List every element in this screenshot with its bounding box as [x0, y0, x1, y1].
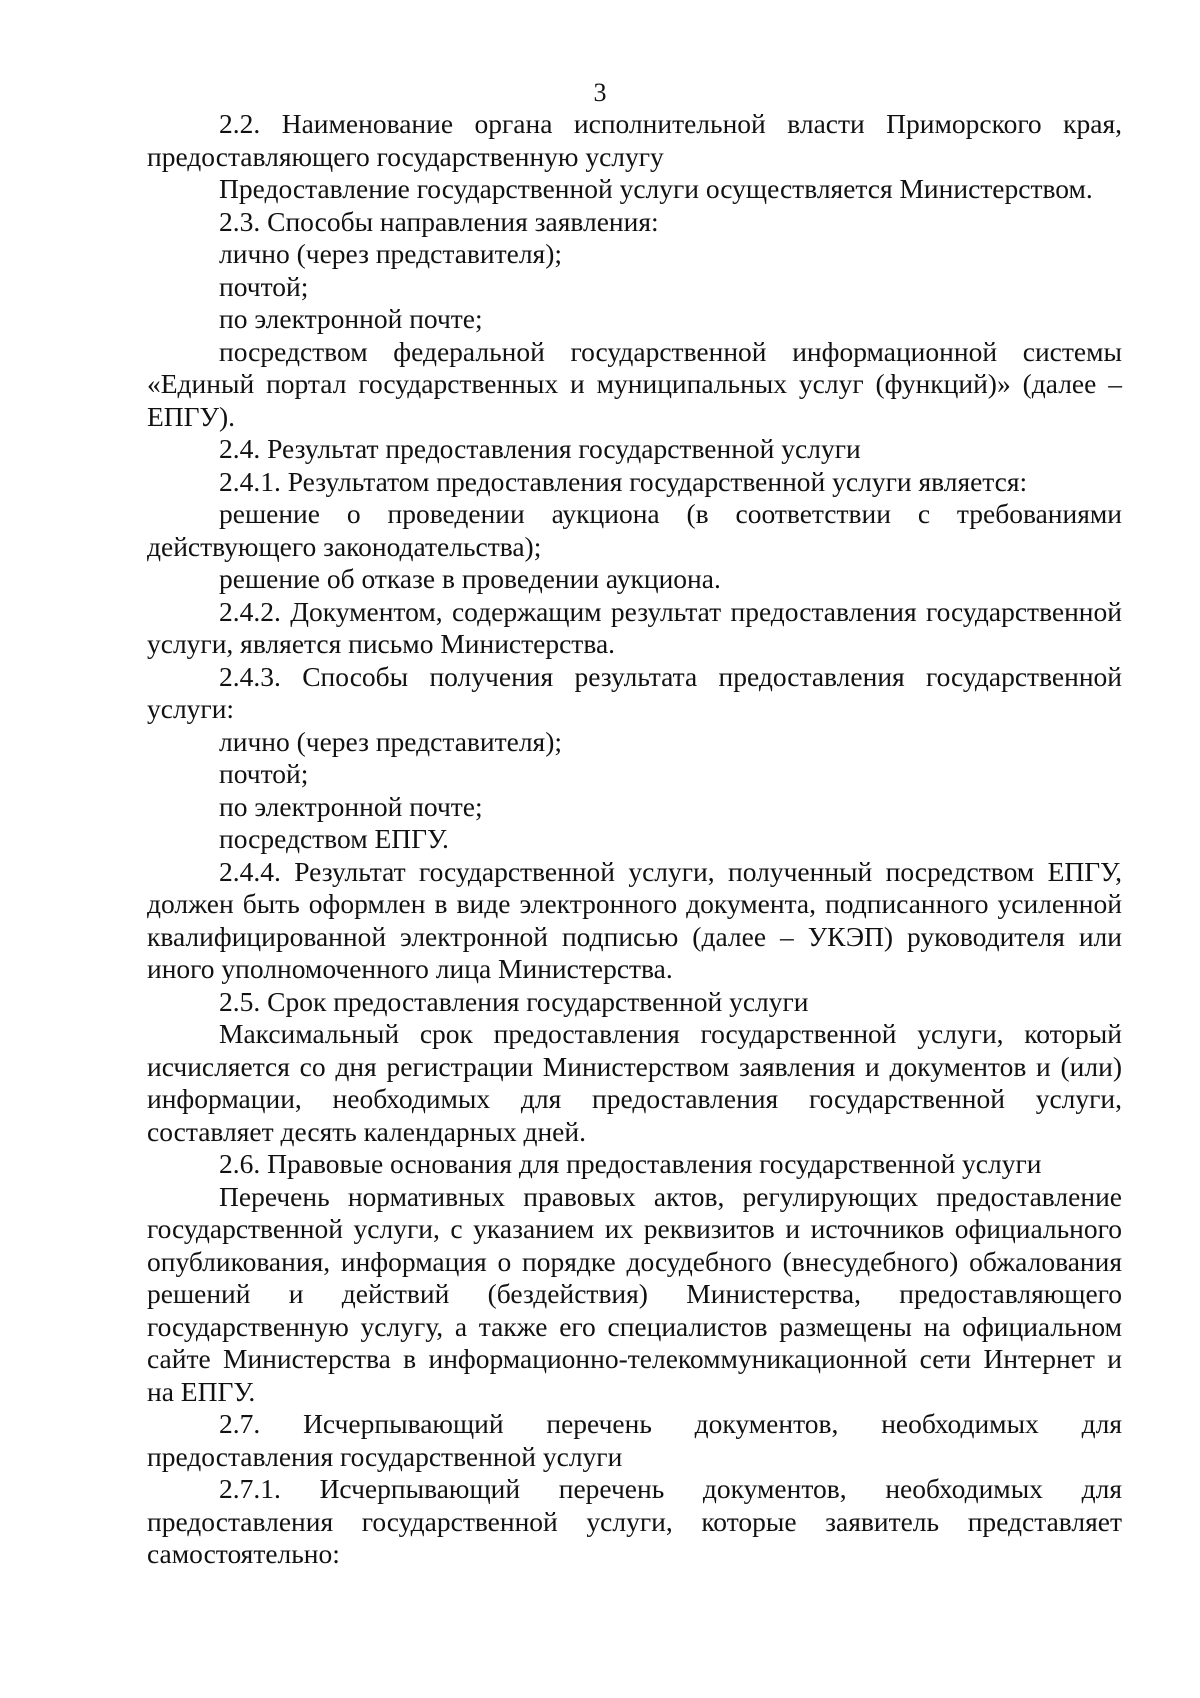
page-number: 3	[593, 78, 607, 107]
paragraph: Предоставление государственной услуги осуществляется Министерством.	[219, 173, 1093, 204]
heading-2-4-2: 2.4.2. Документом, содержащим результат предоставления государственной услуги, является письмо Министерства.	[147, 595, 1122, 659]
paragraph: Максимальный срок предоставления государственной услуги, который исчисляется со дня регистрации Министерством заявления и документов и (или) информации, необходимых для предоставления государственной услуги, составляет десять календарных дней.	[147, 1018, 1122, 1147]
list-item: решение о проведении аукциона (в соответствии с требованиями действующего законодательства);	[147, 498, 1122, 562]
heading-2-7-1: 2.7.1. Исчерпывающий перечень документов, необходимых для предоставления государственной услуги, которые заявитель представляет самостоятельно:	[147, 1473, 1122, 1569]
list-item: почтой;	[219, 758, 309, 789]
heading-2-2: 2.2. Наименование органа исполнительной власти Приморского края, предоставляющего государственную услугу	[147, 108, 1122, 172]
heading-2-3: 2.3. Способы направления заявления:	[219, 205, 659, 237]
heading-2-4: 2.4. Результат предоставления государственной услуги	[219, 433, 861, 464]
list-item: посредством ЕПГУ.	[219, 823, 449, 854]
heading-2-4-3: 2.4.3. Способы получения результата предоставления государственной услуги:	[147, 660, 1122, 724]
heading-2-4-1: 2.4.1. Результатом предоставления государственной услуги является:	[219, 465, 1028, 497]
document-body	[147, 108, 1122, 1571]
heading-2-6: 2.6. Правовые основания для предоставления государственной услуги	[219, 1148, 1042, 1179]
list-item: лично (через представителя);	[219, 238, 562, 269]
list-item: по электронной почте;	[219, 303, 483, 334]
list-item: решение об отказе в проведении аукциона.	[219, 563, 721, 594]
heading-2-4-4: 2.4.4. Результат государственной услуги, полученный посредством ЕПГУ, должен быть оформлен в виде электронного документа, подписанного усиленной квалифицированной электронной подписью (далее – УКЭП) руководителя или иного уполномоченного лица Министерства.	[147, 855, 1122, 984]
heading-2-7: 2.7. Исчерпывающий перечень документов, необходимых для предоставления государственной услуги	[147, 1408, 1122, 1472]
heading-2-5: 2.5. Срок предоставления государственной услуги	[219, 985, 809, 1017]
list-item: лично (через представителя);	[219, 725, 562, 757]
list-item: по электронной почте;	[219, 790, 483, 822]
paragraph: Перечень нормативных правовых актов, регулирующих предоставление государственной услуги, с указанием их реквизитов и источников официального опубликования, информация о порядке досудебного (внесудебного) обжалования решений и действий (бездействия) Министерства, предоставляющего государственную услугу, а также его специалистов размещены на официальном сайте Министерства в информационно-телекоммуникационной сети Интернет и на ЕПГУ.	[147, 1180, 1122, 1407]
list-item: посредством федеральной государственной информационной системы «Единый портал государственных и муниципальных услуг (функций)» (далее – ЕПГУ).	[147, 335, 1122, 432]
list-item: почтой;	[219, 270, 309, 302]
